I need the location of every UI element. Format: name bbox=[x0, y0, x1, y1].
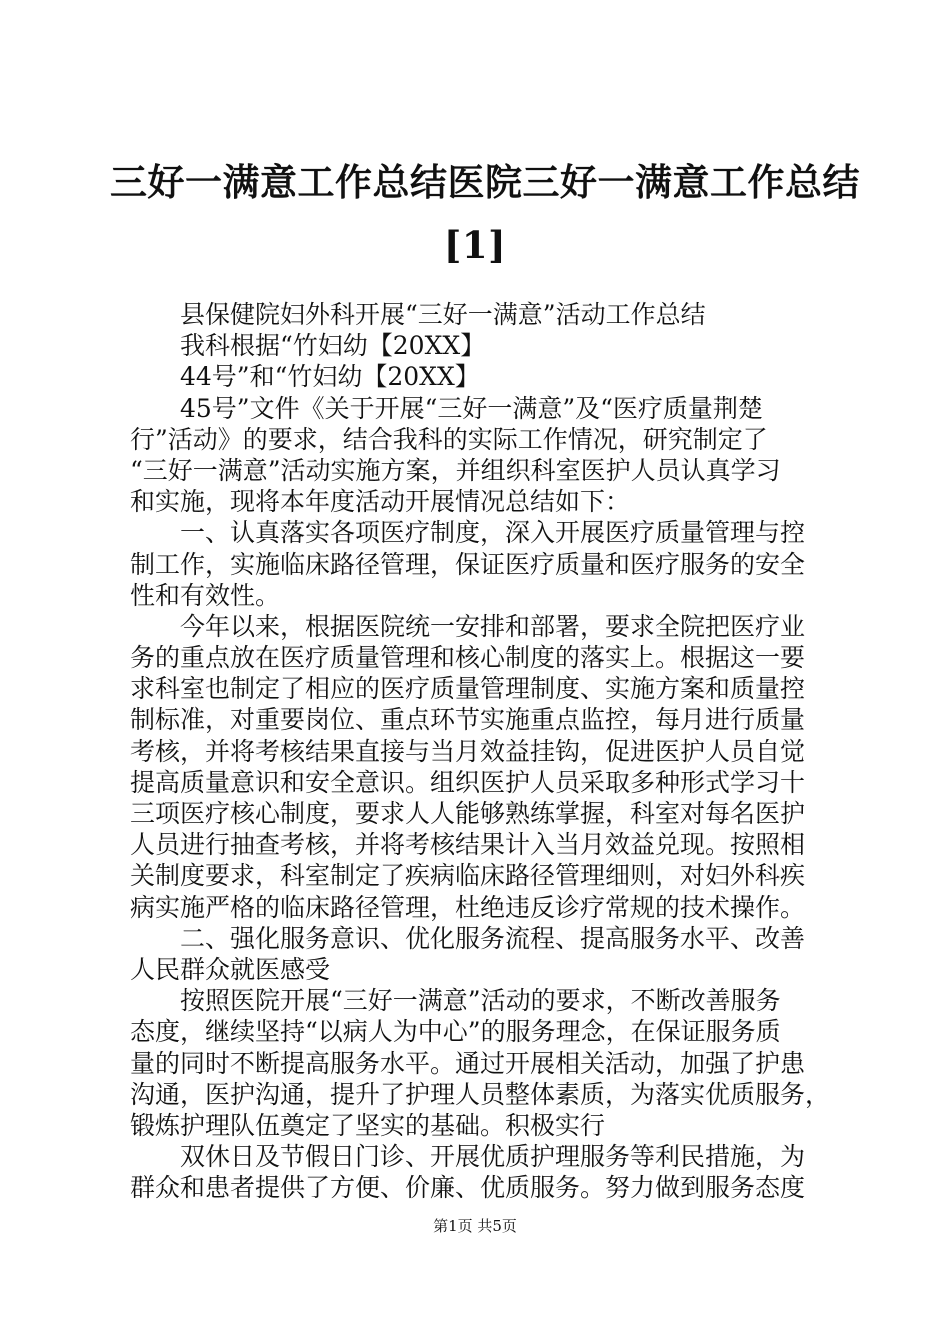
body-text-line: 性和有效性。 bbox=[130, 580, 281, 610]
body-text-line: 群众和患者提供了方便、价廉、优质服务。努力做到服务态度 bbox=[130, 1173, 806, 1203]
body-text-line: 提高质量意识和安全意识。组织医护人员采取多种形式学习十 bbox=[130, 767, 806, 797]
body-text-line: 二、强化服务意识、优化服务流程、提高服务水平、改善 bbox=[180, 923, 806, 953]
body-text-line: 双休日及节假日门诊、开展优质护理服务等利民措施，为 bbox=[180, 1142, 806, 1172]
body-text-line: 县保健院妇外科开展“三好一满意”活动工作总结 bbox=[180, 300, 706, 329]
body-text-line: 沟通，医护沟通，提升了护理人员整体素质，为落实优质服务， bbox=[130, 1079, 830, 1109]
body-text-line: 44号”和“竹妇幼【20XX】 bbox=[180, 362, 480, 392]
body-text-line: 考核，并将考核结果直接与当月效益挂钩，促进医护人员自觉 bbox=[130, 736, 806, 766]
body-text-line: 一、认真落实各项医疗制度，深入开展医疗质量管理与控 bbox=[180, 518, 806, 548]
document-title-suffix: [1] bbox=[443, 223, 507, 267]
body-text-line: 行”活动》的要求，结合我科的实际工作情况，研究制定了 bbox=[130, 424, 768, 454]
body-text-line: 我科根据“竹妇幼【20XX】 bbox=[180, 331, 486, 361]
body-text-line: 态度，继续坚持“以病人为中心”的服务理念，在保证服务质 bbox=[130, 1017, 781, 1047]
body-text-line: 病实施严格的临床路径管理，杜绝违反诊疗常规的技术操作。 bbox=[130, 892, 806, 922]
body-text-line: 务的重点放在医疗质量管理和核心制度的落实上。根据这一要 bbox=[130, 643, 806, 673]
body-text-line: 人员进行抽查考核，并将考核结果计入当月效益兑现。按照相 bbox=[130, 830, 806, 860]
body-text-line: 45号”文件《关于开展“三好一满意”及“医疗质量荆楚 bbox=[180, 393, 763, 423]
body-text-line: 今年以来，根据医院统一安排和部署，要求全院把医疗业 bbox=[180, 611, 806, 641]
page-number: 第1页 共5页 bbox=[433, 1217, 517, 1235]
document-body bbox=[130, 299, 830, 1203]
body-text-line: 求科室也制定了相应的医疗质量管理制度、实施方案和质量控 bbox=[130, 674, 806, 704]
body-text-line: 三项医疗核心制度，要求人人能够熟练掌握，科室对每名医护 bbox=[130, 799, 806, 828]
body-text-line: 制工作，实施临床路径管理，保证医疗质量和医疗服务的安全 bbox=[130, 549, 806, 579]
document-title: 三好一满意工作总结医院三好一满意工作总结 bbox=[110, 160, 860, 204]
body-text-line: 按照医院开展“三好一满意”活动的要求，不断改善服务 bbox=[180, 986, 781, 1016]
body-text-line: 人民群众就医感受 bbox=[130, 954, 331, 984]
body-text-line: 制标准，对重要岗位、重点环节实施重点监控，每月进行质量 bbox=[130, 705, 806, 735]
body-text-line: 锻炼护理队伍奠定了坚实的基础。积极实行 bbox=[130, 1110, 606, 1140]
body-text-line: “三好一满意”活动实施方案，并组织科室医护人员认真学习 bbox=[130, 455, 781, 485]
body-text-line: 量的同时不断提高服务水平。通过开展相关活动，加强了护患 bbox=[130, 1048, 806, 1078]
body-text-line: 和实施，现将本年度活动开展情况总结如下： bbox=[130, 487, 631, 517]
body-text-line: 关制度要求，科室制定了疾病临床路径管理细则，对妇外科疾 bbox=[130, 861, 806, 891]
